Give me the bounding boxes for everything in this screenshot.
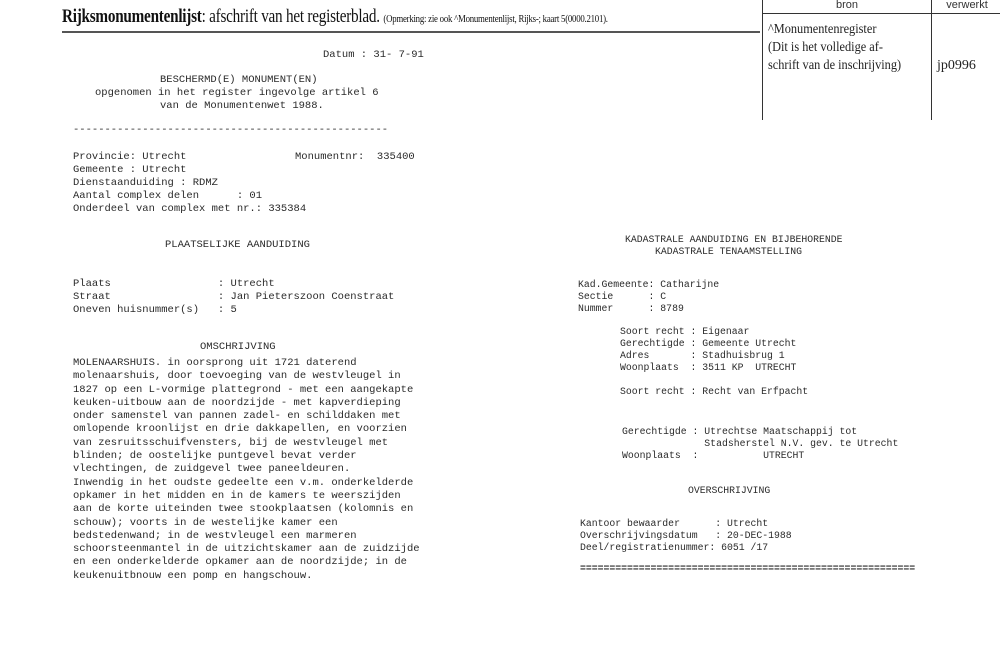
- title-rule: [62, 31, 760, 33]
- text-line: Adres : Stadhuisbrug 1: [620, 350, 785, 361]
- col-bron: bron: [835, 0, 859, 11]
- text-line: van zesruitsschuifvensters, bij de westvleugel met: [73, 436, 389, 449]
- text-line: Woonplaats : 3511 KP UTRECHT: [620, 362, 797, 373]
- title-bold: Rijksmonumentenlijst: [62, 6, 202, 27]
- text-line: molenaarshuis, door toevoeging van de westvleugel in: [73, 370, 401, 383]
- text-line: vlechtingen, de zuidgevel twee paneeldeuren.: [73, 463, 351, 476]
- text-line: Oneven huisnummer(s) : 5: [73, 304, 237, 316]
- text-line: en een onderkelderde opkamer aan de noordzijde; in de: [73, 556, 407, 569]
- text-line: Provincie: Utrecht: [73, 151, 187, 163]
- text-line: Woonplaats : UTRECHT: [622, 450, 805, 461]
- text-line: onder samenstel van pannen zadel- en schilddaken met: [73, 410, 401, 423]
- text-line: Gerechtigde : Gemeente Utrecht: [620, 338, 797, 349]
- text-line: Soort recht : Eigenaar: [620, 326, 750, 337]
- omschrijving-block: [73, 357, 420, 583]
- overschrijving-heading: OVERSCHRIJVING: [688, 485, 771, 496]
- text-line: Deel/registratienummer: 6051 /17: [580, 542, 769, 553]
- text-line: Nummer : 8789: [578, 303, 684, 314]
- monumentnr: Monumentnr: 335400: [295, 151, 415, 163]
- text-line: Dienstaanduiding : RDMZ: [73, 177, 218, 189]
- intro-1: BESCHERMD(E) MONUMENT(EN): [160, 74, 318, 86]
- text-line: Sectie : C: [578, 291, 667, 302]
- text-line: Straat : Jan Pieterszoon Coenstraat: [73, 291, 395, 303]
- recht1-block: [620, 326, 796, 374]
- text-line: keuken-uitbouw aan de noordzijde - met kapverdieping: [73, 396, 401, 409]
- verwerkt-value: jp0996: [937, 58, 976, 73]
- gerechtigde2-block: [622, 426, 898, 462]
- overschrijving-block: [580, 518, 792, 554]
- intro-2: opgenomen in het register ingevolge artikel 6: [95, 87, 379, 99]
- document-title: [62, 6, 608, 28]
- plaats-heading: PLAATSELIJKE AANDUIDING: [165, 239, 310, 251]
- text-line: Kantoor bewaarder : Utrecht: [580, 518, 769, 529]
- text-line: Inwendig in het oudste gedeelte een v.m. onderkelderde: [73, 476, 414, 489]
- info-block: [73, 151, 306, 216]
- recht2: Soort recht : Recht van Erfpacht: [620, 386, 809, 397]
- title-note: (Opmerking: zie ook ^Monumentenlijst, Rijks-; kaart 5(0000.2101).: [383, 13, 608, 25]
- kad-block: [578, 279, 719, 315]
- col-verwerkt: verwerkt: [946, 0, 988, 11]
- text-line: keukenuitbnouw een pomp en hangschouw.: [73, 569, 313, 582]
- bottom-separator: =========================================================: [580, 563, 916, 574]
- text-line: schouw); voorts in de westelijke kamer een: [73, 516, 338, 529]
- kad-heading-2: KADASTRALE TENAAMSTELLING: [655, 246, 802, 257]
- text-line: Plaats : Utrecht: [73, 278, 275, 290]
- text-line: aan de korte uiteinden twee stookplaatsen (kolomnis en: [73, 503, 414, 516]
- text-line: Aantal complex delen : 01: [73, 190, 263, 202]
- text-line: omlopende kroonlijst en drie dakkapellen, en voorzien: [73, 423, 407, 436]
- text-line: Stadsherstel N.V. gev. te Utrecht: [622, 438, 899, 449]
- text-line: Overschrijvingsdatum : 20-DEC-1988: [580, 530, 792, 541]
- kad-heading-1: KADASTRALE AANDUIDING EN BIJBEHORENDE: [625, 234, 843, 245]
- text-line: opkamer in het midden en in de kamers te weerszijden: [73, 489, 401, 502]
- source-table: [762, 0, 1000, 120]
- plaats-block: [73, 278, 394, 317]
- title-rest: : afschrift van het registerblad.: [201, 6, 380, 27]
- table-divider: [763, 13, 1000, 14]
- intro-3: van de Monumentenwet 1988.: [160, 100, 324, 112]
- text-line: bedstedenwand; in de westvleugel een marmeren: [73, 529, 357, 542]
- text-line: blinden; de oostelijke puntgevel bevat verder: [73, 450, 357, 463]
- omschrijving-heading: OMSCHRIJVING: [200, 341, 276, 353]
- text-line: 1827 op een L-vormige plattegrond - met een aangekapte: [73, 383, 414, 396]
- text-line: Gerechtigde : Utrechtse Maatschappij tot: [622, 426, 858, 437]
- text-line: Onderdeel van complex met nr.: 335384: [73, 203, 307, 215]
- text-line: Gemeente : Utrecht: [73, 164, 187, 176]
- datum: Datum : 31- 7-91: [323, 49, 424, 61]
- text-line: schoorsteenmantel in de uitzichtskamer aan de zuidzijde: [73, 543, 420, 556]
- text-line: Kad.Gemeente: Catharijne: [578, 279, 720, 290]
- table-column-divider: [931, 0, 932, 120]
- text-line: MOLENAARSHUIS. in oorsprong uit 1721 daterend: [73, 357, 357, 369]
- bron-value: ^Monumentenregister (Dit is het volledige af- schrift van de inschrijving): [768, 22, 902, 73]
- separator: --------------------------------------------------: [73, 124, 389, 136]
